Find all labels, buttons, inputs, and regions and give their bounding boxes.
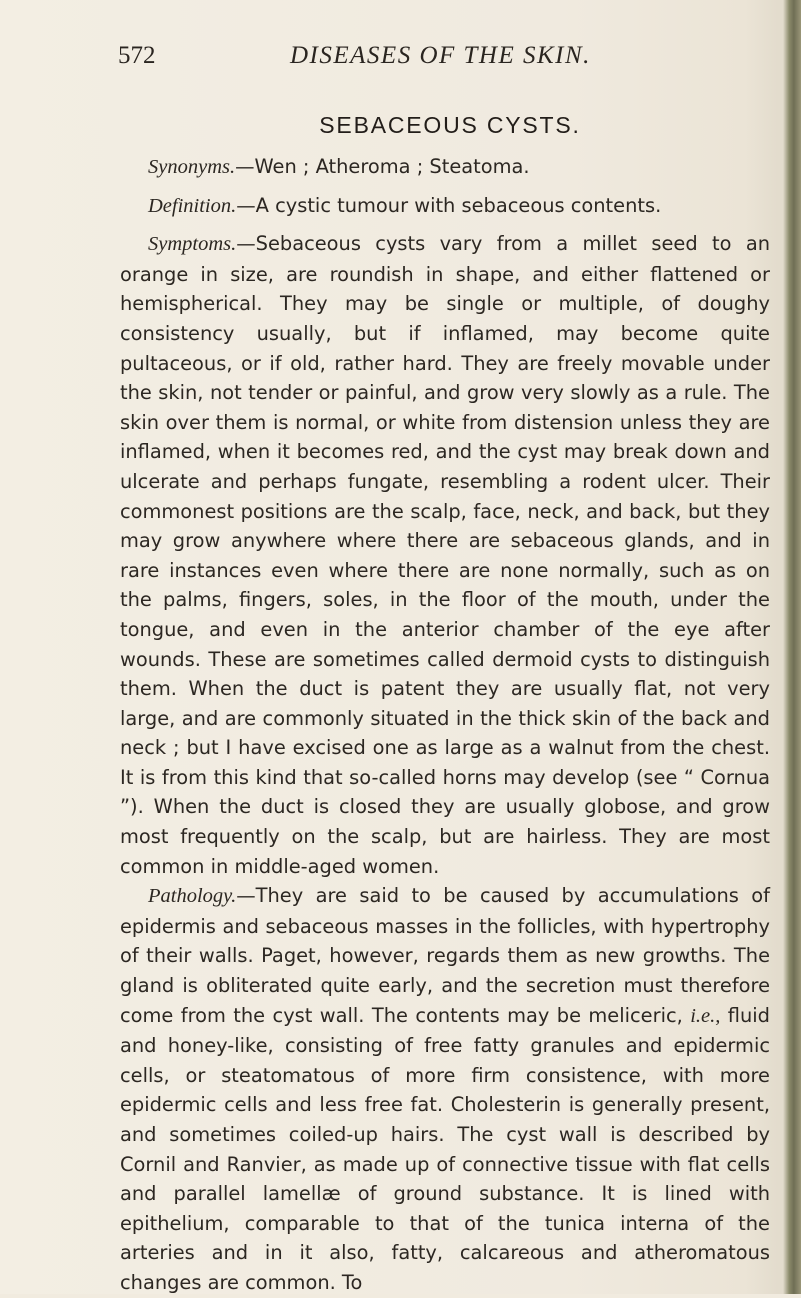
synonyms-paragraph <box>120 152 770 183</box>
symptoms-label: Symptoms. <box>148 233 237 256</box>
definition-paragraph <box>120 191 770 222</box>
synonyms-text: —Wen ; Atheroma ; Steatoma. <box>235 155 530 178</box>
running-head: DISEASES OF THE SKIN. <box>290 42 591 69</box>
symptoms-text: —Sebaceous cysts vary from a millet seed to an orange in size, are roundish in shape, and either flattened or hemispherical. They may be single or multiple, of doughy consistency usually, but if inflamed, may become quite pultaceous, or if old, rather hard. They are freely movable under the skin, not tender or painful, and grow very slowly as a rule. The skin over them is normal, or white from distension unless they are inflamed, when it becomes red, and the cyst may break down and ulcerate and perhaps fungate, resembling a rodent ulcer. Their commonest positions are the scalp, face, neck, and back, but they may grow anywhere where there are sebaceous glands, and in rare instances even where there are none normally, such as on the palms, fingers, soles, in the floor of the mouth, under the tongue, and even in the anterior chamber of the eye after wounds. These are sometimes called dermoid cysts to distinguish them. When the duct is patent they are usually flat, not very large, and are commonly situated in the thick skin of the back and neck ; but I have excised one as large as a walnut from the chest. It is from this kind that so-called horns may develop (see “ Cornua ”). When the duct is closed they are usually globose, and grow most frequently on the scalp, but are hairless. They are most common in middle-aged women. <box>120 232 770 878</box>
pathology-ie: i.e., <box>690 1004 721 1027</box>
pathology-text-2: fluid and honey-like, consisting of free fatty granules and epidermic cells, or steatomatous of more firm consistence, with more epidermic cells and less free fat. Cholesterin is generally present, and sometimes coiled-up hairs. The cyst wall is described by Cornil and Ranvier, as made up of connective tissue with flat cells and parallel lamellæ of ground substance. It is lined with epithelium, comparable to that of the tunica interna of the arteries and in it also, fatty, calcareous and atheromatous changes are common. To <box>120 1003 770 1294</box>
definition-text: —A cystic tumour with sebaceous contents. <box>236 193 662 217</box>
symptoms-paragraph <box>120 229 770 881</box>
pathology-text-1: —They are said to be caused by accumulations of epidermis and sebaceous masses in the follicles, with hypertrophy of their walls. Paget, however, regards them as new growths. The gland is obliterated quite early, and the secretion must therefore come from the cyst wall. The contents may be meliceric, <box>120 884 770 1027</box>
pathology-paragraph <box>120 881 770 1297</box>
synonyms-label: Synonyms. <box>148 156 236 178</box>
page-number: 572 <box>118 42 156 69</box>
pathology-label: Pathology. <box>148 885 237 908</box>
section-title: SEBACEOUS CYSTS. <box>319 112 581 138</box>
body-text <box>120 152 770 1298</box>
page-edge-shadow <box>783 0 801 1294</box>
definition-label: Definition. <box>148 194 237 217</box>
page-header <box>118 42 778 82</box>
